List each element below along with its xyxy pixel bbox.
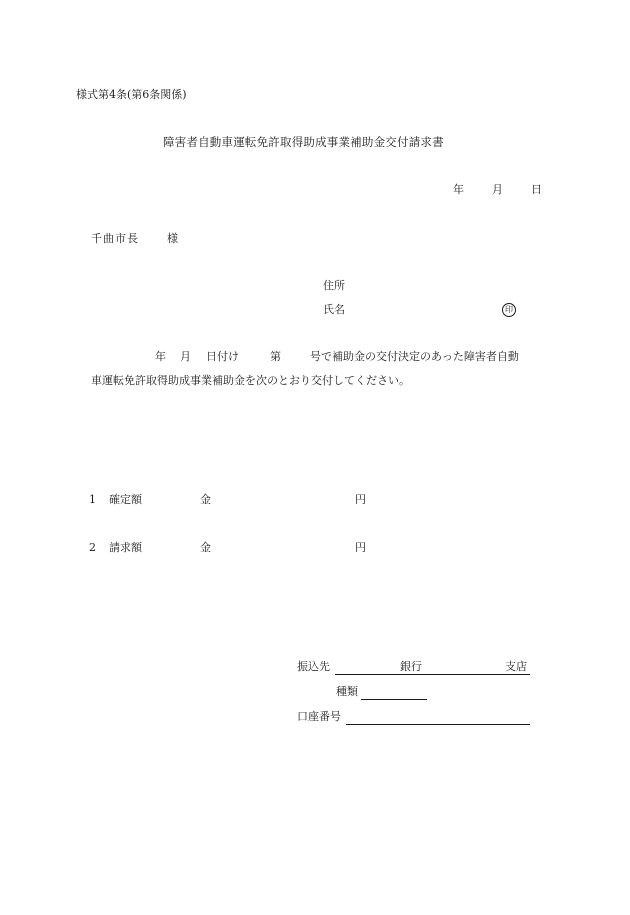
- transfer-underline: [335, 660, 530, 675]
- account-underline: [346, 713, 530, 725]
- seal-icon: 印: [502, 303, 516, 317]
- document-title: 障害者自動車運転免許取得助成事業補助金交付請求書: [163, 135, 444, 149]
- item-number: 2: [89, 541, 96, 554]
- body-number-prefix: 第: [270, 350, 281, 363]
- bank-label: 銀行: [400, 660, 422, 673]
- item-unit: 円: [355, 493, 366, 506]
- addressee-name: 千曲市長: [91, 232, 139, 245]
- item-number: 1: [89, 493, 96, 506]
- body-month: 月: [180, 350, 191, 363]
- item-prefix: 金: [200, 493, 211, 506]
- body-day-suffix: 日付け: [206, 350, 239, 363]
- name-label: 氏名: [323, 303, 345, 316]
- type-label: 種類: [336, 685, 358, 698]
- form-number: 様式第4条(第6条関係): [76, 88, 187, 101]
- date-month: 月: [492, 183, 503, 196]
- address-label: 住所: [323, 279, 345, 292]
- item-unit: 円: [355, 541, 366, 554]
- type-underline: [361, 688, 427, 700]
- date-day: 日: [531, 183, 542, 196]
- item-label: 請求額: [109, 541, 142, 554]
- transfer-label: 振込先: [297, 660, 330, 673]
- item-prefix: 金: [200, 541, 211, 554]
- item-label: 確定額: [109, 493, 142, 506]
- account-label: 口座番号: [297, 710, 341, 723]
- addressee-honorific: 様: [167, 232, 178, 245]
- body-line2-text: 車運転免許取得助成事業補助金を次のとおり交付してください。: [91, 374, 410, 387]
- date-year: 年: [453, 183, 464, 196]
- body-year: 年: [155, 350, 166, 363]
- branch-label: 支店: [505, 660, 527, 673]
- body-line1-text: 号で補助金の交付決定のあった障害者自動: [310, 350, 519, 363]
